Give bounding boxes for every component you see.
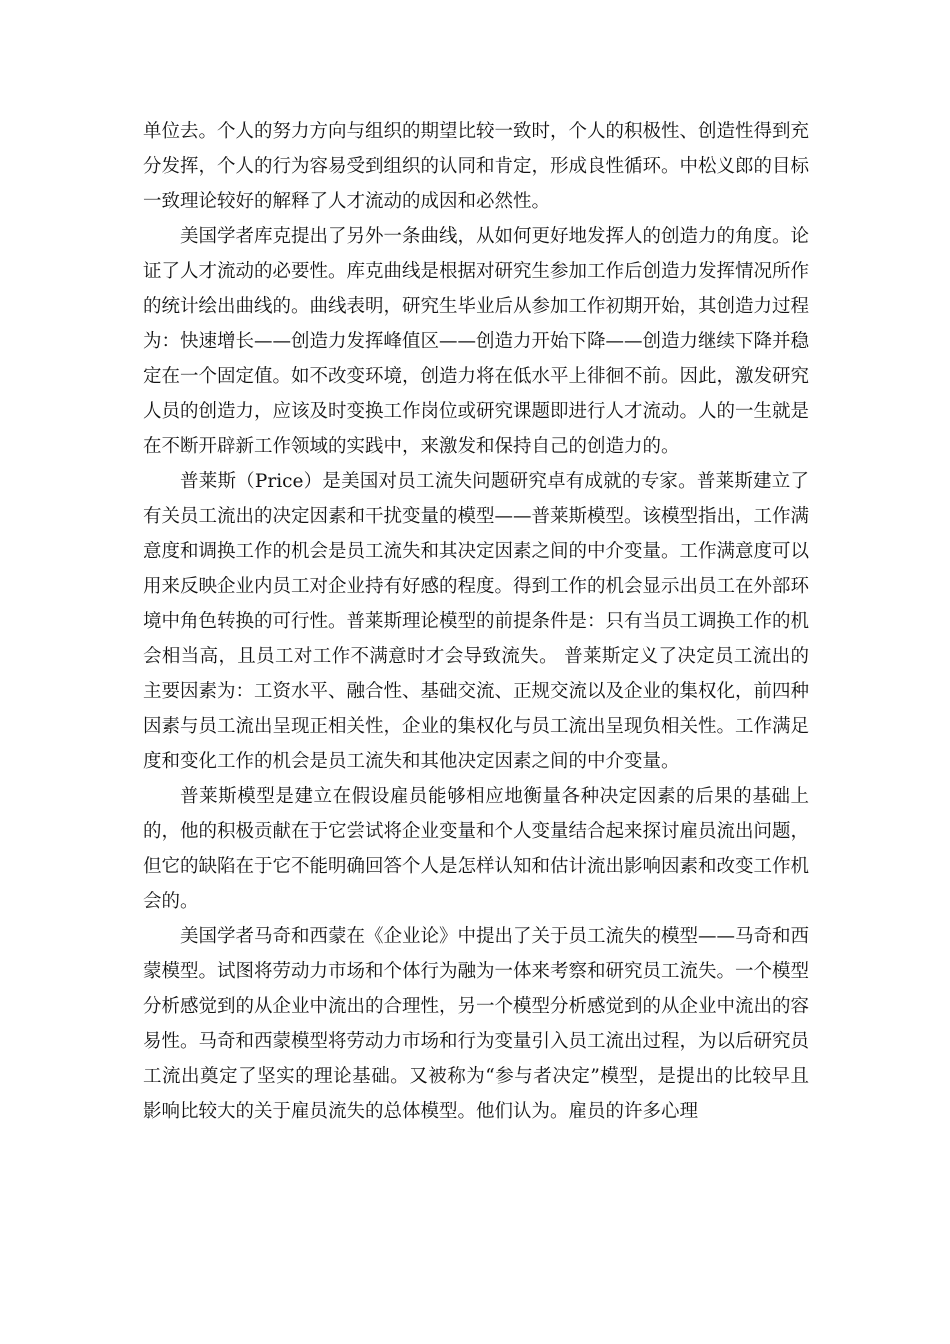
- paragraph-price-model-evaluation: 普莱斯模型是建立在假设雇员能够相应地衡量各种决定因素的后果的基础上的，他的积极贡献在于它尝试将企业变量和个人变量结合起来探讨雇员流出问题，但它的缺陷在于它不能明确回答个人是怎样认知和估计流出影响因素和改变工作机会的。: [143, 786, 810, 912]
- paragraph-cook-curve: 美国学者库克提出了另外一条曲线，从如何更好地发挥人的创造力的角度。论证了人才流动的必要性。库克曲线是根据对研究生参加工作后创造力发挥情况所作的统计绘出曲线的。曲线表明，研究生毕业后从参加工作初期开始，其创造力过程为：快速增长——创造力发挥峰值区——创造力开始下降——创造力继续下降并稳定在一个固定值。如不改变环境，创造力将在低水平上徘徊不前。因此，激发研究人员的创造力，应该及时变换工作岗位或研究课题即进行人才流动。人的一生就是在不断开辟新工作领域的实践中，来激发和保持自己的创造力的。: [143, 226, 810, 457]
- paragraph-price-model: 普莱斯（Price）是美国对员工流失问题研究卓有成就的专家。普莱斯建立了有关员工流出的决定因素和干扰变量的模型——普莱斯模型。该模型指出，工作满意度和调换工作的机会是员工流失和其决定因素之间的中介变量。工作满意度可以用来反映企业内员工对企业持有好感的程度。得到工作的机会显示出员工在外部环境中角色转换的可行性。普莱斯理论模型的前提条件是：只有当员工调换工作的机会相当高，且员工对工作不满意时才会导致流失。 普莱斯定义了决定员工流出的主要因素为：工资水平、融合性、基础交流、正规交流以及企业的集权化，前四种因素与员工流出呈现正相关性，企业的集权化与员工流出呈现负相关性。工作满足度和变化工作的机会是员工流失和其他决定因素之间的中介变量。: [143, 471, 810, 772]
- paragraph-continuation: 单位去。个人的努力方向与组织的期望比较一致时，个人的积极性、创造性得到充分发挥，个人的行为容易受到组织的认同和肯定，形成良性循环。中松义郎的目标一致理论较好的解释了人才流动的成因和必然性。: [143, 121, 810, 212]
- document-body: [143, 114, 809, 1129]
- paragraph-march-simon-model: 美国学者马奇和西蒙在《企业论》中提出了关于员工流失的模型——马奇和西蒙模型。试图将劳动力市场和个体行为融为一体来考察和研究员工流失。一个模型分析感觉到的从企业中流出的合理性，另一个模型分析感觉到的从企业中流出的容易性。马奇和西蒙模型将劳动力市场和行为变量引入员工流出过程，为以后研究员工流出奠定了坚实的理论基础。又被称为“参与者决定”模型，是提出的比较早且影响比较大的关于雇员流失的总体模型。他们认为。雇员的许多心理: [143, 926, 810, 1122]
